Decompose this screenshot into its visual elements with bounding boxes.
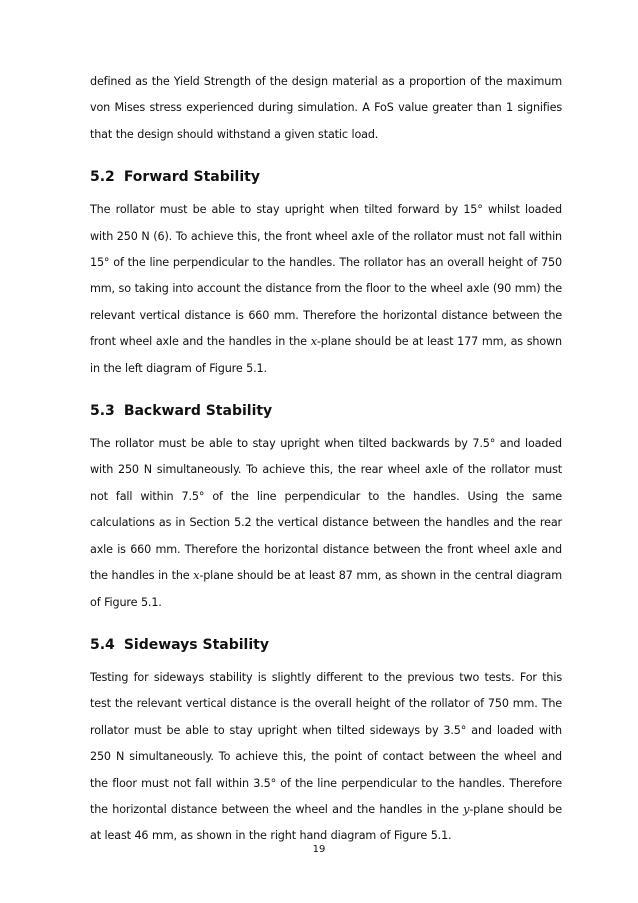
section-heading-sideways-stability bbox=[90, 635, 562, 655]
paragraph-text: The rollator must be able to stay upright when tilted forward by 15° whilst loaded with 250 N (6). To achieve this, the front wheel axle of the rollator must not fall within 15° of the line perpendicular to the handles. The rollator has an overall height of 750 mm, so taking into account the distance from the floor to the wheel axle (90 mm) the relevant vertical distance is 660 mm. Therefore the horizontal distance between the front wheel axle and the handles in the bbox=[90, 203, 562, 349]
page-number: 19 bbox=[312, 844, 326, 855]
paragraph-text: -plane should be at least 177 mm, as shown in the left diagram of Figure 5.1. bbox=[90, 335, 563, 375]
sideways-stability-paragraph bbox=[90, 665, 562, 850]
paragraph-text: -plane should be at least 87 mm, as shown in the central diagram of Figure 5.1. bbox=[90, 569, 562, 609]
paragraph-text: The rollator must be able to stay upright when tilted backwards by 7.5° and loaded with 250 N simultaneously. To achieve this, the rear wheel axle of the rollator must not fall within 7.5° of the line perpendicular to the handles. Using the same calculations as in Section 5.2 the vertical distance between the handles and the rear axle is 660 mm. Therefore the horizontal distance between the front wheel axle and the handles in the bbox=[90, 437, 562, 583]
section-number: 5.3 bbox=[90, 403, 115, 420]
intro-paragraph: defined as the Yield Strength of the design material as a proportion of the maximum von Mises stress experienced during simulation. A FoS value greater than 1 signifies that the design should withstand a given static load. bbox=[90, 75, 562, 141]
backward-stability-paragraph bbox=[90, 431, 562, 616]
paragraph-text: Testing for sideways stability is slightly different to the previous two tests. For this test the relevant vertical distance is the overall height of the rollator of 750 mm. The rollator must be able to stay upright when tilted sideways by 3.5° and loaded with 250 N simultaneously. To achieve this, the point of contact between the wheel and the floor must not fall within 3.5° of the line perpendicular to the handles. Therefore the horizontal distance between the wheel and the handles in the bbox=[90, 670, 562, 816]
forward-stability-paragraph bbox=[90, 197, 562, 382]
section-title: Forward Stability bbox=[123, 169, 260, 186]
section-heading-forward-stability bbox=[90, 167, 562, 187]
variable-x: x bbox=[193, 569, 200, 583]
section-heading-backward-stability bbox=[90, 401, 562, 421]
section-title: Sideways Stability bbox=[123, 636, 269, 653]
paragraph-text: -plane should be at least 46 mm, as shown in the right hand diagram of Figure 5.1. bbox=[90, 802, 562, 843]
section-title: Backward Stability bbox=[123, 403, 273, 420]
variable-y: y bbox=[463, 802, 470, 816]
variable-x: x bbox=[310, 335, 317, 349]
section-number: 5.2 bbox=[90, 169, 115, 186]
page-content bbox=[90, 69, 562, 850]
section-number: 5.4 bbox=[90, 636, 115, 653]
